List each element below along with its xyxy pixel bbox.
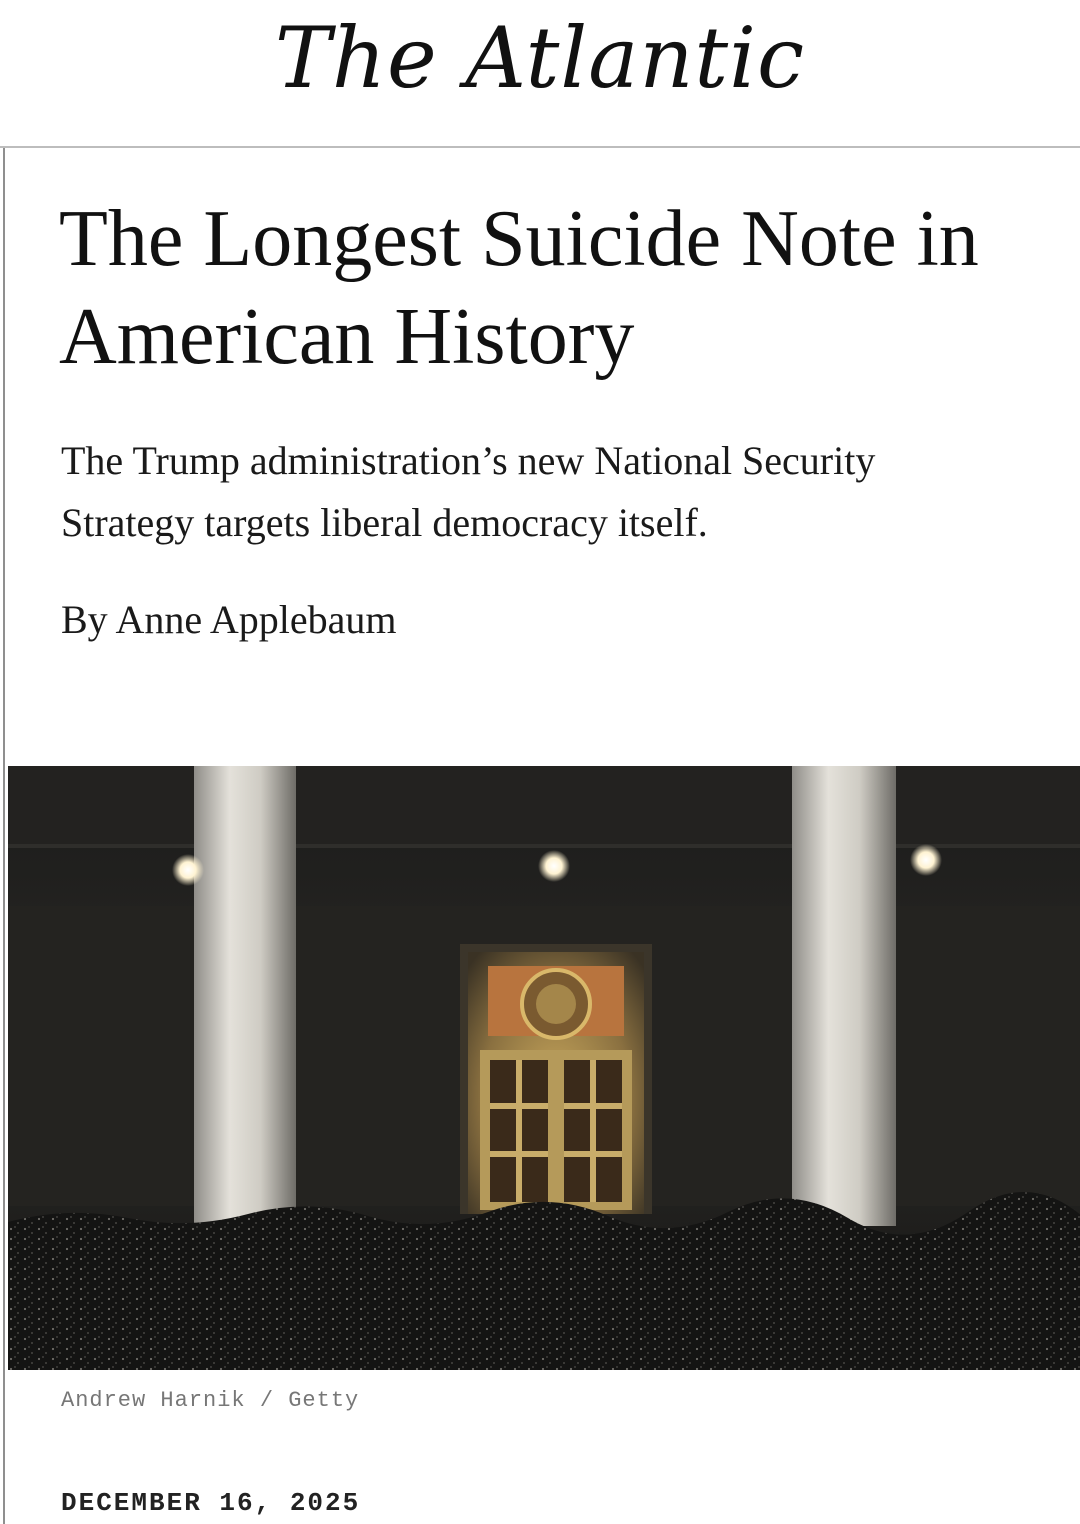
article-date: DECEMBER 16, 2025 bbox=[61, 1488, 361, 1518]
masthead bbox=[0, 0, 1080, 148]
article-headline: The Longest Suicide Note in American History bbox=[59, 195, 979, 381]
article-byline[interactable]: By Anne Applebaum bbox=[61, 597, 397, 642]
publication-logo[interactable]: The Atlantic bbox=[274, 9, 806, 107]
article bbox=[3, 148, 1080, 1524]
article-dek: The Trump administration’s new National Security Strategy targets liberal democracy itself. bbox=[61, 438, 876, 545]
hero-photo bbox=[8, 766, 1080, 1370]
photo-credit: Andrew Harnik / Getty bbox=[61, 1388, 360, 1413]
